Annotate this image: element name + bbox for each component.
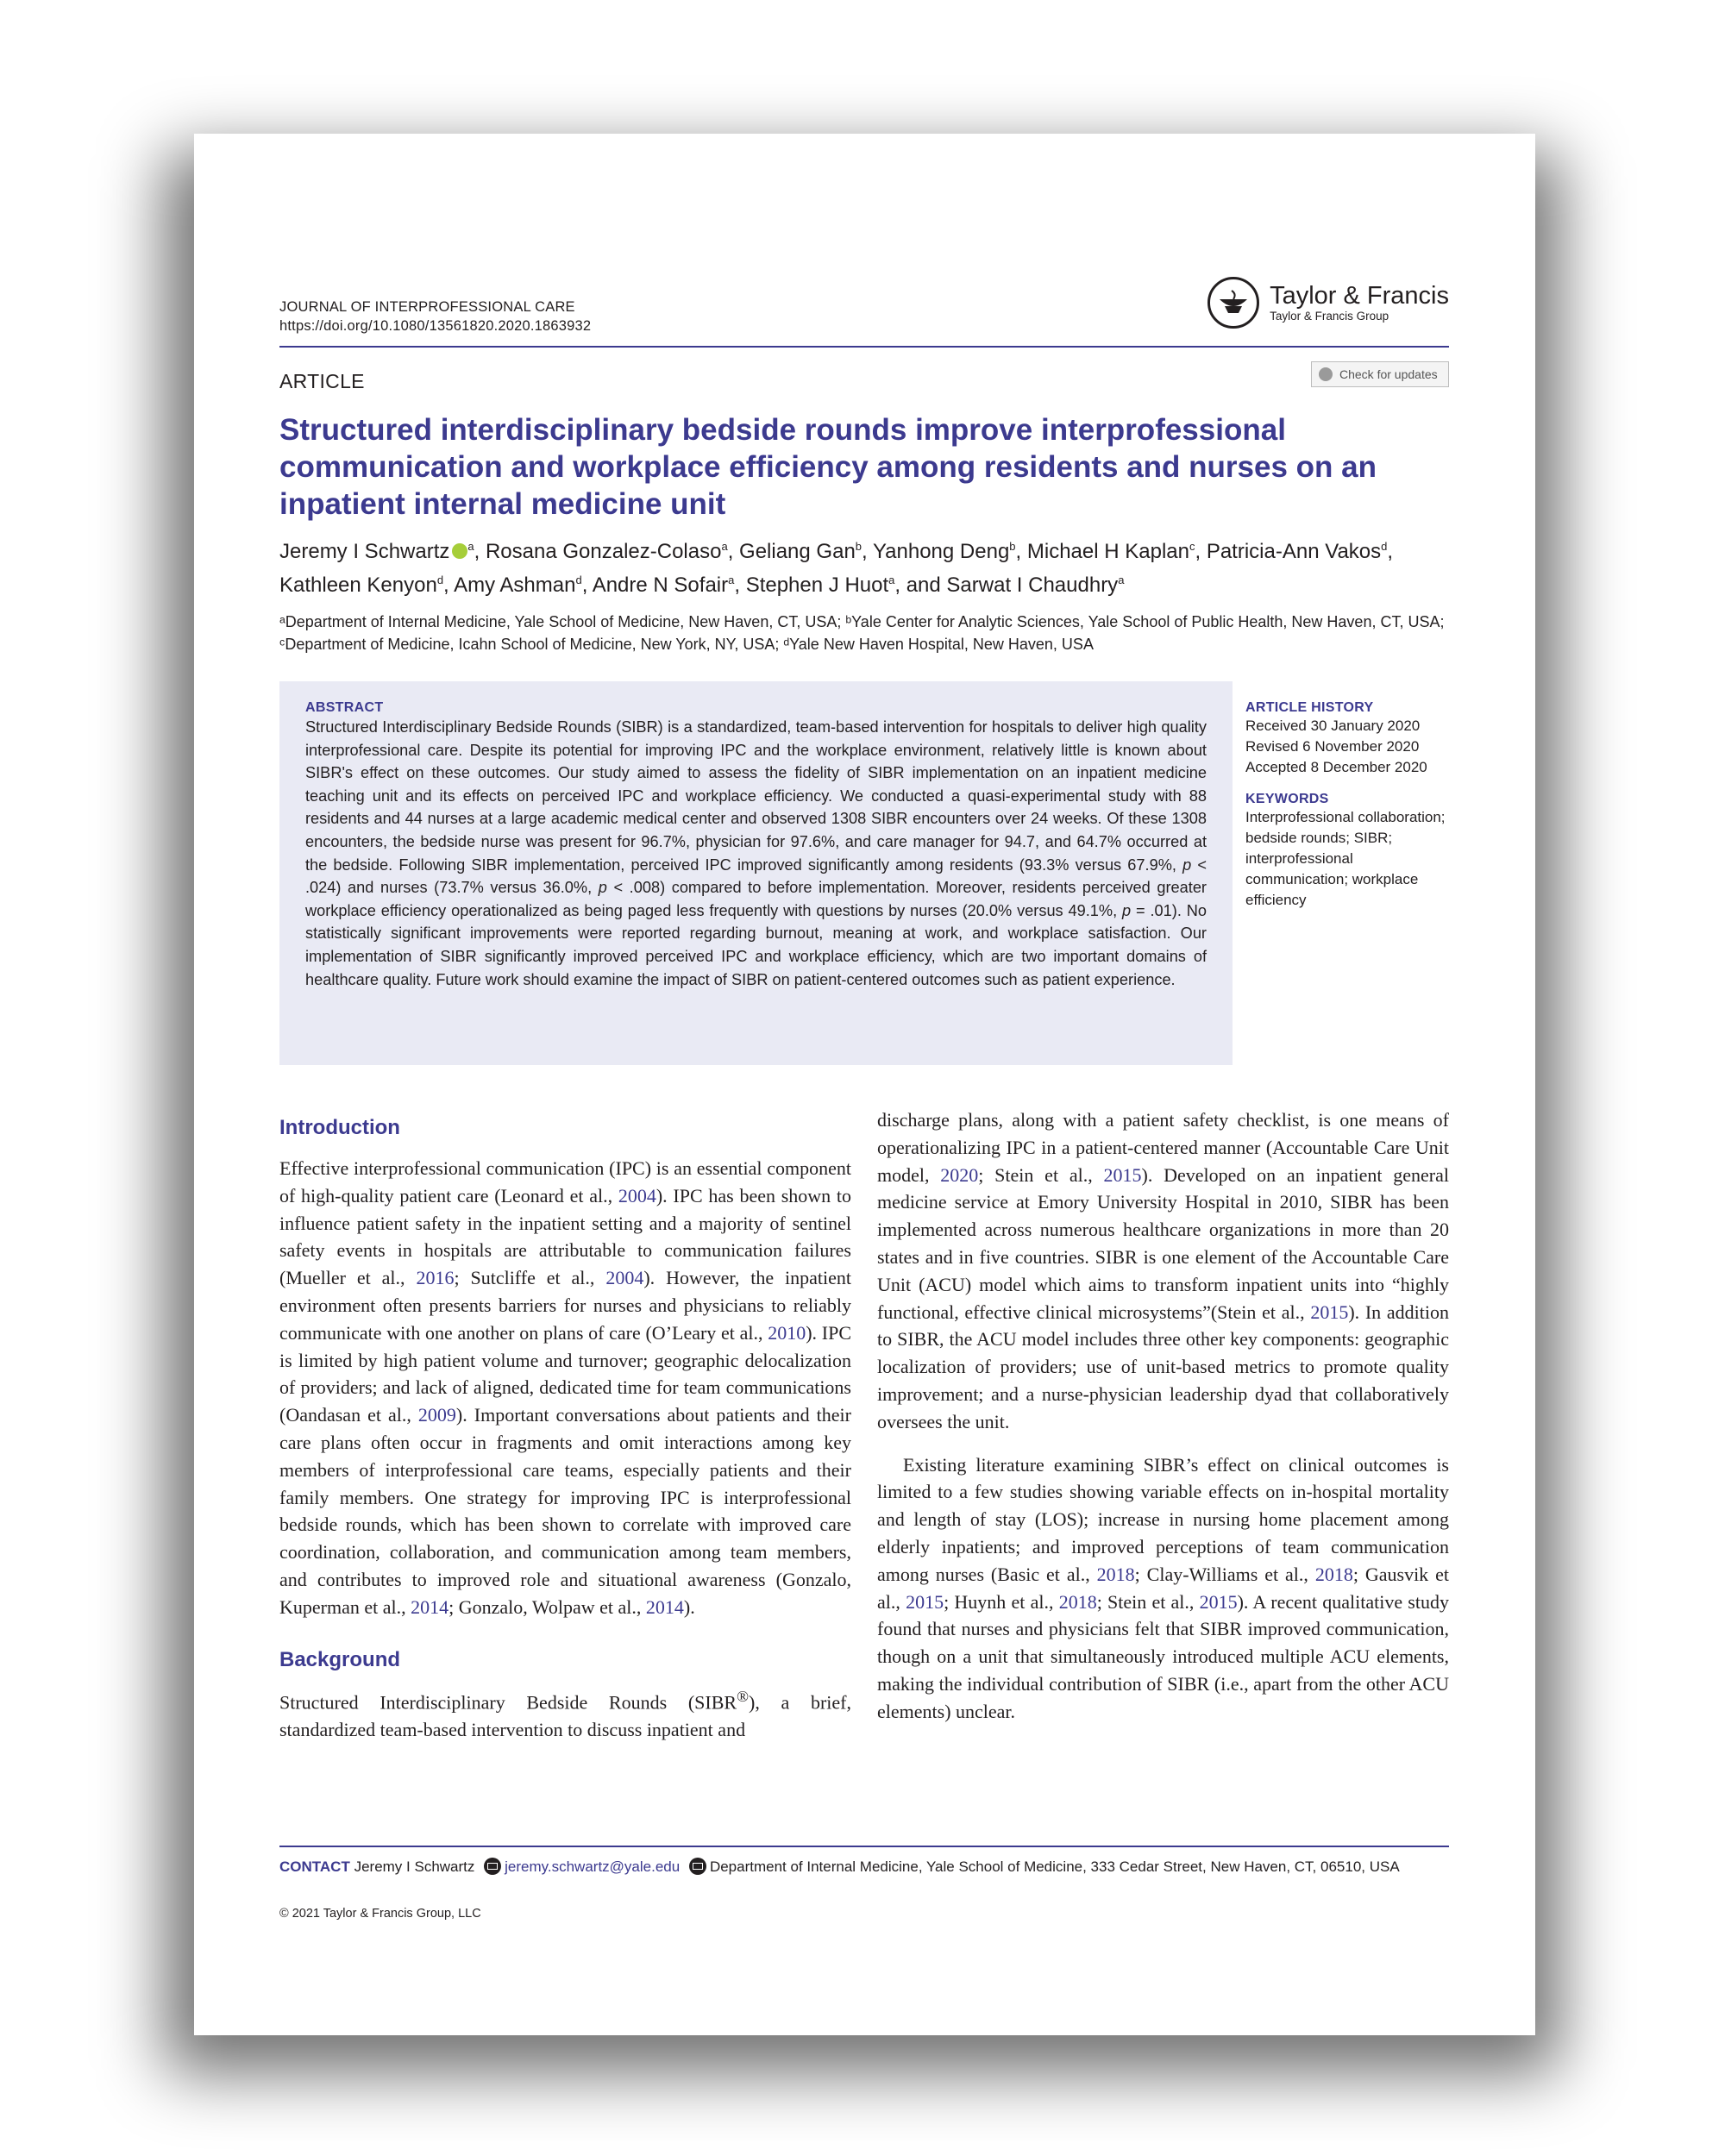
left-column [279, 1115, 851, 1743]
publisher-lamp-icon [1208, 277, 1259, 329]
author-list: Jeremy I Schwartz $^a$, Rosana Gonzalez-Colaso$^a$, Geliang Gan$^b$, Yanhong Deng$^b$, Michael H Kaplan$^c$, Patricia-Ann Vakos$^d$, Kathleen Kenyon$^d$, Amy Ashman$^d$, Andre N Sofair$^a$, Stephen J Huot$^a$, and Sarwat I Chaudhry$^a$ [279, 540, 1394, 597]
keywords-heading: KEYWORDS [1245, 792, 1329, 806]
author-name: Yanhong Deng [872, 540, 1010, 563]
email-icon [484, 1858, 501, 1875]
introduction-heading: Introduction [279, 1116, 400, 1139]
bookmark-icon [1319, 367, 1333, 381]
citation-link[interactable]: 2015 [906, 1590, 944, 1613]
right-paragraph-2: Existing literature examining SIBR’s effect on clinical outcomes is limited to a few studies showing variable effects on in-hospital mortality and length of stay (LOS); increase in nursing home placement among elderly inpatients; and improved perceptions of team communication among nurses (Basic et al., 2018; Clay-Williams et al., 2018; Gausvik et al., 2015; Huynh et al., 2018; Stein et al., 2015). A recent qualitative study found that nurses and physicians felt that SIBR improved communication, though on a unit that simultaneously introduced multiple ACU elements, making the individual contribution of SIBR (i.e., apart from the other ACU elements) unclear. [877, 1453, 1449, 1722]
citation-link[interactable]: 2020 [940, 1163, 979, 1186]
citation-link[interactable]: 2010 [768, 1321, 806, 1344]
history-received: Received 30 January 2020 [1245, 718, 1421, 734]
introduction-paragraph: Effective interprofessional communication (IPC) is an essential component of high-quality patient care (Leonard et al., 2004). IPC has been shown to influence patient safety in the inpatient setting and a majority of sentinel safety events in hospitals are attributable to communication failures (Mueller et al., 2016; Sutcliffe et al., 2004). However, the inpatient environment often presents barriers for nurses and physicians to reliably communicate with one another on plans of care (O’Leary et al., 2010). IPC is limited by high patient volume and turnover; geographic delocalization of providers; and lack of aligned, dedicated time for team communications (Oandasan et al., 2009). Important conversations about patients and their care plans often occur in fragments and omit interactions among key members of interprofessional care teams, especially patients and their family members. One strategy for improving IPC is interprofessional bedside rounds, which has been shown to correlate with improved care coordination, collaboration, and communication among team members, and contributes to improved role and situational awareness (Gonzalo, Kuperman et al., 2014; Gonzalo, Wolpaw et al., 2014). [279, 1157, 851, 1618]
citation-link[interactable]: 2009 [417, 1404, 456, 1426]
publisher-name: Taylor & Francis [1270, 281, 1449, 310]
contact-name: Jeremy I Schwartz [354, 1858, 475, 1875]
history-revised: Revised 6 November 2020 [1245, 738, 1420, 755]
document-page [194, 134, 1535, 2035]
citation-link[interactable]: 2018 [1058, 1590, 1097, 1613]
article-type-label: ARTICLE [279, 370, 365, 392]
history-heading: ARTICLE HISTORY [1245, 700, 1374, 715]
check-for-updates-label: Check for updates [1339, 367, 1438, 381]
author-name: Sarwat I Chaudhry [946, 573, 1119, 597]
author-name: Rosana Gonzalez-Colaso [485, 540, 722, 563]
keywords-text: Interprofessional collaboration; bedside rounds; SIBR; interprofessional communication; workplace efficiency [1245, 809, 1446, 908]
doi-link[interactable]: https://doi.org/10.1080/13561820.2020.1863932 [279, 318, 592, 334]
header-rule [279, 346, 1449, 348]
author-name: Jeremy I Schwartz [279, 540, 450, 563]
article-title: Structured interdisciplinary bedside rounds improve interprofessional communication and workplace efficiency among residents and nurses on an inpatient internal medicine unit [279, 413, 1377, 521]
address-icon [689, 1858, 706, 1875]
contact-email-link[interactable]: jeremy.schwartz@yale.edu [505, 1858, 681, 1875]
journal-header [279, 298, 591, 335]
contact-line [279, 1857, 1449, 1877]
citation-link[interactable]: 2014 [645, 1595, 684, 1618]
orcid-icon[interactable] [452, 543, 467, 559]
citation-link[interactable]: 2016 [416, 1267, 455, 1289]
journal-name: JOURNAL OF INTERPROFESSIONAL CARE [279, 299, 575, 315]
affiliations: ᵃDepartment of Internal Medicine, Yale School of Medicine, New Haven, CT, USA; ᵇYale Center for Analytic Sciences, Yale School of Public Health, New Haven, CT, USA; ᶜDepartment of Medicine, Icahn School of Medicine, New York, NY, USA; ᵈYale New Haven Hospital, New Haven, USA [279, 613, 1445, 653]
citation-link[interactable]: 2018 [1314, 1563, 1353, 1585]
citation-link[interactable]: 2015 [1310, 1300, 1349, 1323]
citation-link[interactable]: 2018 [1096, 1563, 1135, 1585]
author-name: Michael H Kaplan [1026, 540, 1189, 563]
history-accepted: Accepted 8 December 2020 [1245, 759, 1427, 775]
contact-label: CONTACT [279, 1858, 350, 1875]
author-name: Amy Ashman [454, 573, 576, 597]
background-heading: Background [279, 1647, 401, 1671]
footer-rule [279, 1846, 1449, 1847]
article-sidebar [1245, 700, 1449, 911]
author-name: Patricia-Ann Vakos [1206, 540, 1382, 563]
citation-link[interactable]: 2004 [618, 1184, 656, 1206]
author-name: Geliang Gan [739, 540, 856, 563]
background-paragraph: Structured Interdisciplinary Bedside Rounds (SIBR®), a brief, standardized team-based intervention to discuss inpatient and [279, 1687, 852, 1740]
author-name: Kathleen Kenyon [279, 573, 437, 597]
publisher-group: Taylor & Francis Group [1270, 309, 1389, 323]
check-for-updates-button[interactable] [1311, 361, 1449, 387]
citation-link[interactable]: 2004 [605, 1267, 644, 1289]
citation-link[interactable]: 2015 [1199, 1590, 1238, 1613]
abstract-box [279, 681, 1233, 1065]
abstract-text: Structured Interdisciplinary Bedside Rounds (SIBR) is a standardized, team-based intervention for hospitals to deliver high quality interprofessional care. Despite its potential for improving IPC and the workplace environment, relatively little is known about SIBR's effect on these outcomes. Our study aimed to assess the fidelity of SIBR implementation on an inpatient medicine teaching unit and its effects on perceived IPC and workplace efficiency. We conducted a quasi-experimental study with 88 residents and 44 nurses at a large academic medical center and observed 1308 SIBR encounters over 24 weeks. Of these 1308 encounters, the bedside nurse was present for 96.7%, physician for 97.6%, and care manager for 94.7, and 64.7% occurred at the bedside. Following SIBR implementation, perceived IPC improved significantly among residents (93.3% versus 67.9%, p < .024) and nurses (73.7% versus 36.0%, p < .008) compared to before implementation. Moreover, residents perceived greater workplace efficiency operationalized as being paged less frequently with questions by nurses (20.0% versus 49.1%, p = .01). No statistically significant improvements were reported regarding burnout, meaning at work, and workplace satisfaction. Our implementation of SIBR significantly improved perceived IPC and workplace efficiency, which are two important domains of healthcare quality. Future work should examine the impact of SIBR on patient-centered outcomes such as patient experience. [305, 718, 1207, 988]
right-paragraph-1: discharge plans, along with a patient safety checklist, is one means of operationalizing IPC in a patient-centered manner (Accountable Care Unit model, 2020; Stein et al., 2015). Developed on an inpatient general medicine service at Emory University Hospital in 2010, SIBR has been implemented across numerous healthcare organizations in more than 20 states and in five countries. SIBR is one element of the Accountable Care Unit (ACU) model which aims to transform inpatient units into “highly functional, effective clinical microsystems”(Stein et al., 2015). In addition to SIBR, the ACU model includes three other key components: geographic localization of providers; use of unit-based metrics to promote quality improvement; and a nurse-physician leadership dyad that collaboratively oversees the unit. [877, 1109, 1449, 1432]
author-name: Stephen J Huot [745, 573, 889, 597]
right-column [877, 1106, 1449, 1726]
copyright: © 2021 Taylor & Francis Group, LLC [279, 1907, 481, 1921]
author-name: Andre N Sofair [592, 573, 729, 597]
publisher-logo [1208, 277, 1449, 329]
citation-link[interactable]: 2014 [411, 1595, 449, 1618]
citation-link[interactable]: 2015 [1103, 1163, 1142, 1186]
contact-address: Department of Internal Medicine, Yale School of Medicine, 333 Cedar Street, New Haven, CT, 06510, USA [709, 1858, 1400, 1875]
abstract-heading: ABSTRACT [305, 700, 384, 715]
